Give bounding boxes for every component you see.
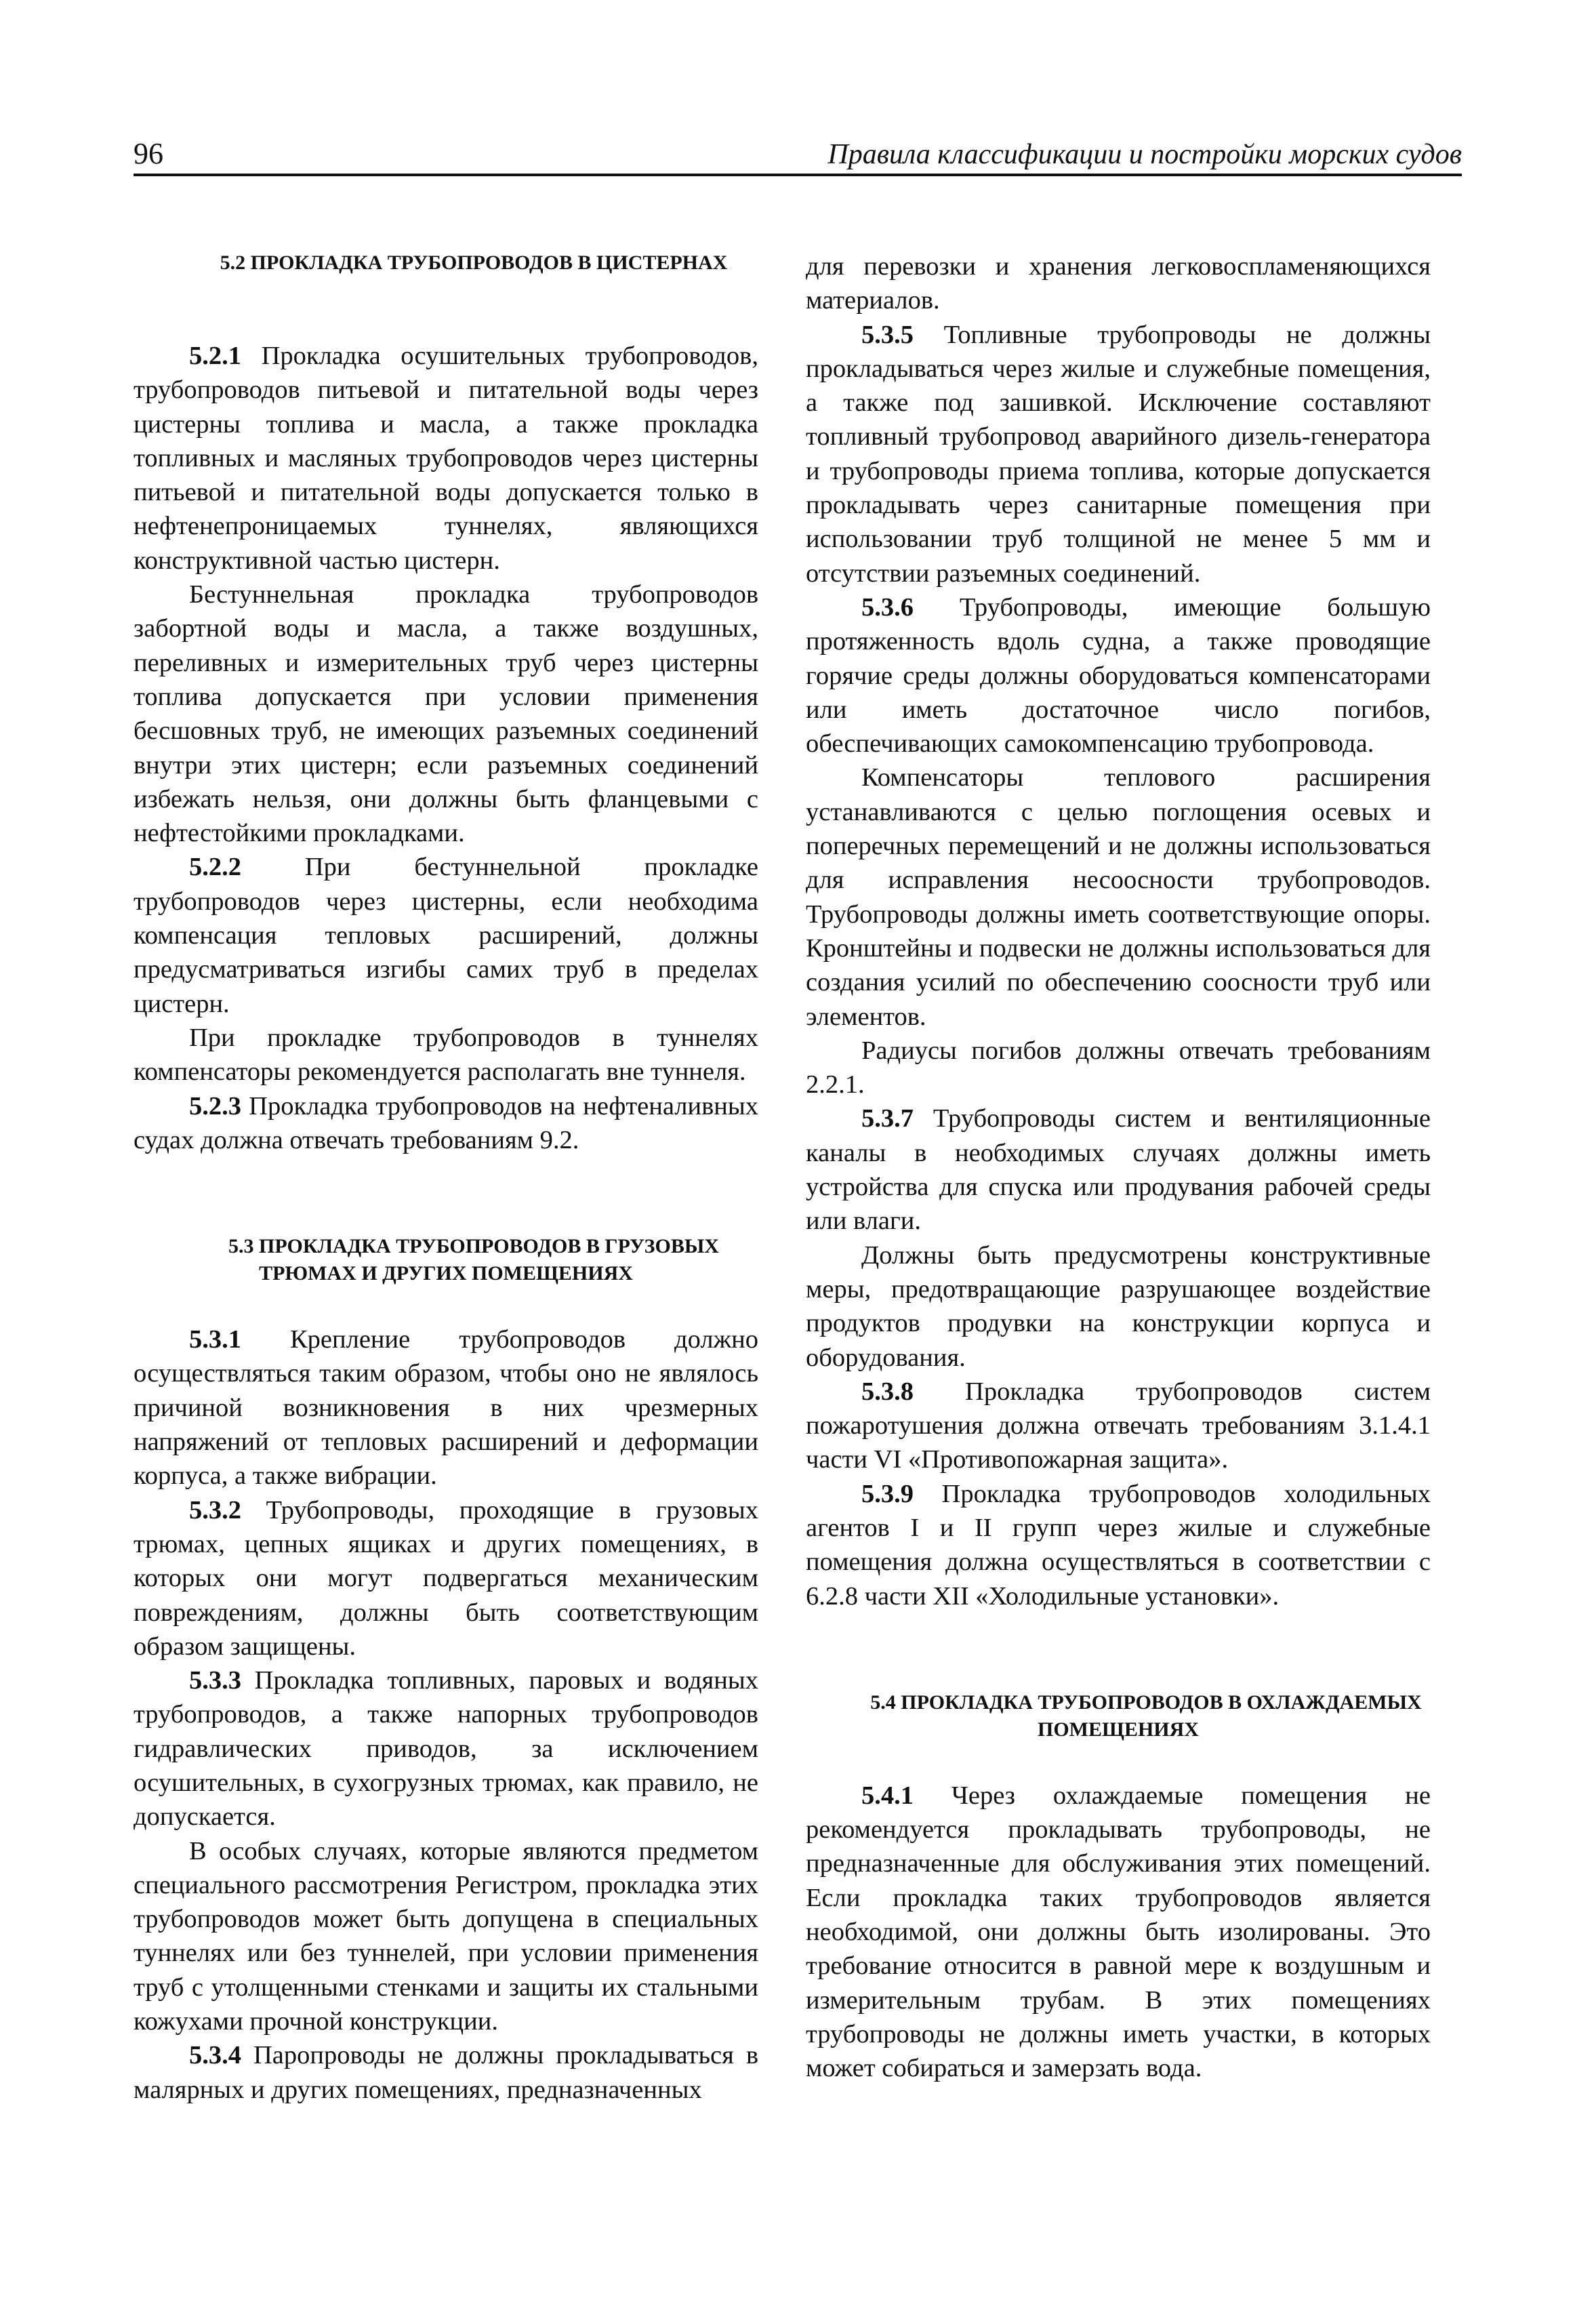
- paragraph-continuation: для перевозки и хранения легковоспламеняющихся материалов.: [806, 252, 1431, 315]
- page-number: 96: [134, 137, 163, 170]
- paragraph-5-3-8: 5.3.8 Прокладка трубопроводов систем пожаротушения должна отвечать требованиям 3.1.4.1 части VI «Противопожарная защита».: [806, 1377, 1431, 1474]
- left-column: [134, 249, 758, 2107]
- clause-number: 5.2.2: [189, 853, 241, 882]
- clause-number: 5.3.2: [189, 1495, 241, 1524]
- section-heading-5-4: 5.4 ПРОКЛАДКА ТРУБОПРОВОДОВ В ОХЛАЖДАЕМЫХ ПОМЕЩЕНИЯХ: [870, 1691, 1422, 1741]
- running-title: Правила классификации и постройки морских судов: [827, 139, 1462, 170]
- paragraph-5-3-9: 5.3.9 Прокладка трубопроводов холодильных агентов I и II групп через жилые и служебные помещения должна осуществляться в соответствии с 6.2.8 части XII «Холодильные установки».: [806, 1479, 1431, 1611]
- paragraph-5-4-1: 5.4.1 Через охлаждаемые помещения не рекомендуется прокладывать трубопроводы, не предназначенные для обслуживания этих помещений. Если прокладка таких трубопроводов является необходимой, они должны быть изолированы. Это требование относится в равной мере к воздушным и измерительным трубам. В этих помещениях трубопроводы не должны иметь участки, в которых может собираться и замерзать вода.: [806, 1781, 1431, 2083]
- paragraph: Должны быть предусмотрены конструктивные меры, предотвращающие разрушающее воздействие продуктов продувки на конструкции корпуса и оборудования.: [806, 1240, 1431, 1372]
- paragraph: Радиусы погибов должны отвечать требованиям 2.2.1.: [806, 1036, 1431, 1099]
- paragraph-5-3-3: 5.3.3 Прокладка топливных, паровых и водяных трубопроводов, а также напорных трубопроводов гидравлических приводов, за исключением осушительных, в сухогрузных трюмах, как правило, не допускается.: [134, 1666, 758, 1832]
- clause-number: 5.2.1: [189, 342, 241, 370]
- paragraph-5-3-6: 5.3.6 Трубопроводы, имеющие большую протяженность вдоль судна, а также проводящие горячие среды должны оборудоваться компенсаторами или иметь достаточное число погибов, обеспечивающих самокомпенсацию трубопровода.: [806, 592, 1431, 759]
- paragraph: При прокладке трубопроводов в туннелях компенсаторы рекомендуется располагать вне туннеля.: [134, 1023, 758, 1087]
- right-column: [806, 249, 1431, 2086]
- paragraph-5-2-3: 5.2.3 Прокладка трубопроводов на нефтеналивных судах должна отвечать требованиям 9.2.: [134, 1091, 758, 1154]
- paragraph-5-2-2: 5.2.2 При бестуннельной прокладке трубопроводов через цистерны, если необходима компенсация тепловых расширений, должны предусматриваться изгибы самих труб в пределах цистерн.: [134, 853, 758, 1018]
- clause-number: 5.3.9: [861, 1479, 914, 1508]
- clause-number: 5.2.3: [189, 1091, 241, 1120]
- section-heading-5-2: 5.2 ПРОКЛАДКА ТРУБОПРОВОДОВ В ЦИСТЕРНАХ: [220, 251, 728, 274]
- paragraph-5-3-4: 5.3.4 Паропроводы не должны прокладываться в малярных и других помещениях, предназначенных: [134, 2041, 758, 2104]
- clause-number: 5.3.3: [189, 1666, 241, 1695]
- clause-number: 5.3.4: [189, 2041, 241, 2070]
- paragraph-5-3-2: 5.3.2 Трубопроводы, проходящие в грузовых трюмах, цепных ящиках и других помещениях, в которых они могут подвергаться механическим повреждениям, должны быть соответствующим образом защищены.: [134, 1495, 758, 1661]
- paragraph: Компенсаторы теплового расширения устанавливаются с целью поглощения осевых и поперечных перемещений и не должны использоваться для исправления несоосности трубопроводов. Трубопроводы должны иметь соответствующие опоры. Кронштейны и подвески не должны использоваться для создания усилий по обеспечению соосности труб или элементов.: [806, 763, 1431, 1031]
- clause-number: 5.3.6: [861, 592, 914, 622]
- paragraph: В особых случаях, которые являются предметом специального рассмотрения Регистром, прокладка этих трубопроводов может быть допущена в специальных туннелях или без туннелей, при условии применения труб с утолщенными стенками и защиты их стальными кожухами прочной конструкции.: [134, 1836, 758, 2036]
- paragraph-5-3-7: 5.3.7 Трубопроводы систем и вентиляционные каналы в необходимых случаях должны иметь устройства для спуска или продувания рабочей среды или влаги.: [806, 1104, 1431, 1236]
- paragraph-5-3-5: 5.3.5 Топливные трубопроводы не должны прокладываться через жилые и служебные помещения, а также под зашивкой. Исключение составляют топливный трубопровод аварийного дизель-генератора и трубопроводы приема топлива, которые допускается прокладывать через санитарные помещения при использовании труб толщиной не менее 5 мм и отсутствии разъемных соединений.: [806, 320, 1431, 588]
- section-heading-5-3: 5.3 ПРОКЛАДКА ТРУБОПРОВОДОВ В ГРУЗОВЫХ ТРЮМАХ И ДРУГИХ ПОМЕЩЕНИЯХ: [228, 1235, 719, 1285]
- paragraph-5-2-1: 5.2.1 Прокладка осушительных трубопроводов, трубопроводов питьевой и питательной воды через цистерны топлива и масла, а также прокладка топливных и масляных трубопроводов через цистерны питьевой и питательной воды допускается только в нефтенепроницаемых туннелях, являющихся конструктивной частью цистерн.: [134, 342, 758, 575]
- clause-number: 5.3.8: [861, 1377, 914, 1406]
- clause-number: 5.3.1: [189, 1325, 241, 1354]
- clause-number: 5.3.7: [861, 1104, 914, 1133]
- clause-number: 5.3.5: [861, 320, 914, 349]
- paragraph: Бестуннельная прокладка трубопроводов забортной воды и масла, а также воздушных, переливных и измерительных труб через цистерны топлива допускается при условии применения бесшовных труб, не имеющих разъемных соединений внутри этих цистерн; если разъемных соединений избежать нельзя, они должны быть фланцевыми с нефтестойкими прокладками.: [134, 580, 758, 848]
- page-header: [134, 133, 1462, 176]
- clause-number: 5.4.1: [861, 1781, 914, 1810]
- paragraph-5-3-1: 5.3.1 Крепление трубопроводов должно осуществляться таким образом, чтобы оно не являлось причиной возникновения в них чрезмерных напряжений от тепловых расширений и деформации корпуса, а также вибрации.: [134, 1325, 758, 1491]
